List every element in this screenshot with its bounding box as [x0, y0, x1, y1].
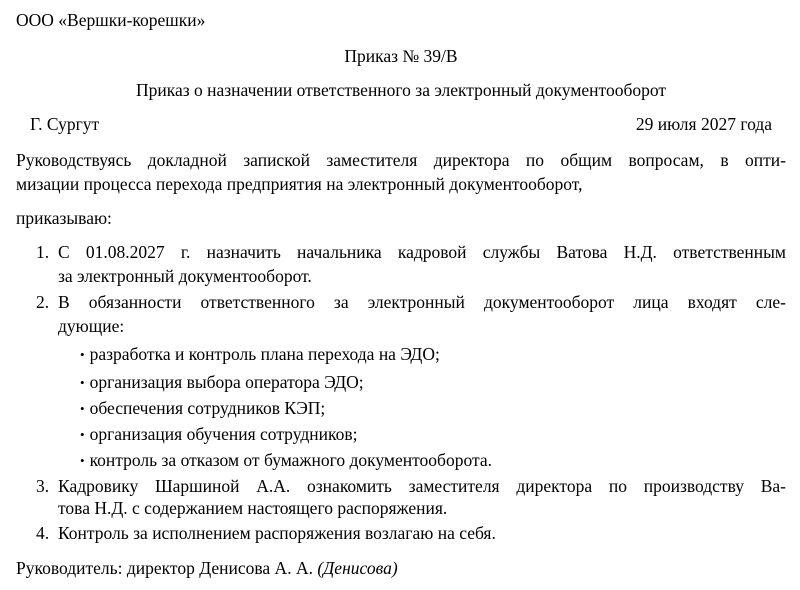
signature-label: Руководитель: директор Денисова А. А.: [16, 558, 313, 578]
duty-text: контроль за отказом от бумажного документооборота.: [89, 450, 492, 470]
duty-list-item: [80, 397, 325, 421]
bullet-icon: •: [80, 401, 85, 416]
item-3-line-1: Кадровику Шаршиной А.А. ознакомить заместителя директора по производству Ва-: [58, 476, 786, 496]
duty-text: обеспечения сотрудников КЭП;: [89, 398, 326, 418]
bullet-icon: •: [80, 347, 85, 362]
preamble-line-2: мизации процесса перехода предприятия на электронный документооборот,: [16, 174, 583, 194]
order-word: приказываю:: [16, 208, 112, 228]
company-name: ООО «Вершки-корешки»: [16, 10, 206, 30]
duty-list-item: [80, 449, 492, 473]
bullet-icon: •: [80, 427, 85, 442]
duty-text: организация обучения сотрудников;: [89, 424, 358, 444]
item-2-line-2: дующие:: [58, 316, 125, 336]
item-number: 2.: [36, 292, 50, 312]
city: Г. Сургут: [30, 114, 100, 134]
signature-line: [16, 557, 786, 579]
place-date-row: [30, 113, 772, 135]
item-number: 3.: [36, 476, 50, 496]
duty-list-item: [80, 343, 440, 367]
order-number: Приказ № 39/В: [344, 46, 458, 66]
signature: (Денисова): [317, 558, 398, 578]
item-3-line-2: това Н.Д. с содержанием настоящего распоряжения.: [58, 498, 448, 518]
item-1-line-1: С 01.08.2027 г. назначить начальника кадровой службы Ватова Н.Д. ответственным: [58, 242, 786, 262]
bullet-icon: •: [80, 453, 85, 468]
bullet-icon: •: [80, 375, 85, 390]
preamble-line-1: Руководствуясь докладной запиской заместителя директора по общим вопросам, в опти-: [16, 150, 786, 170]
item-2-line-1: В обязанности ответственного за электронный документооборот лица входят сле-: [58, 292, 786, 312]
item-number: 1.: [36, 242, 50, 262]
order-title: Приказ о назначении ответственного за электронный документооборот: [135, 80, 667, 100]
duty-list-item: [80, 423, 357, 447]
duty-list-item: [80, 371, 364, 395]
order-date: 29 июля 2027 года: [635, 114, 772, 134]
item-1-line-2: за электронный документооборот.: [58, 266, 312, 286]
item-4-line-1: Контроль за исполнением распоряжения возлагаю на себя.: [58, 523, 496, 543]
item-number: 4.: [36, 523, 50, 543]
duty-text: организация выбора оператора ЭДО;: [89, 372, 364, 392]
duty-text: разработка и контроль плана перехода на ЭДО;: [89, 344, 440, 364]
